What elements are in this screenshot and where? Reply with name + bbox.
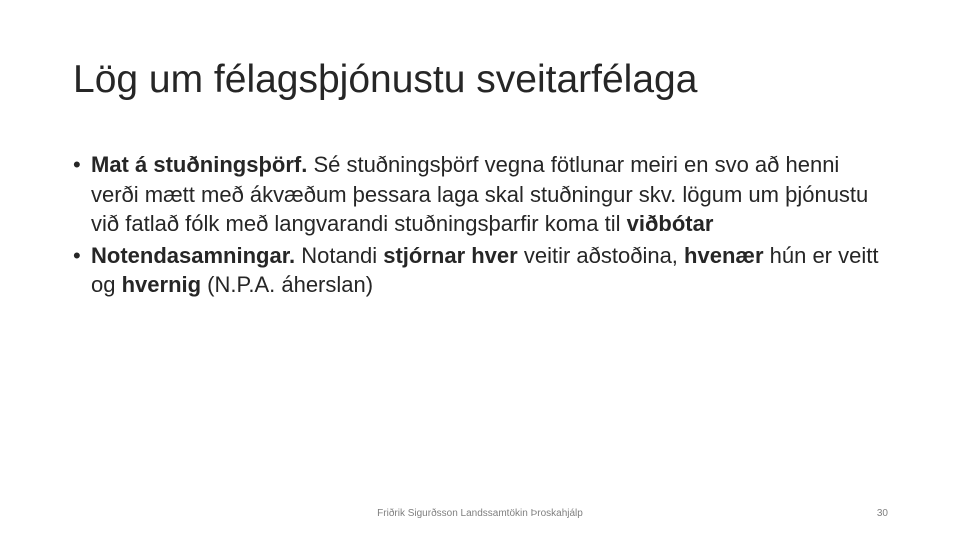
bullet-emphasis: hvenær <box>684 242 764 268</box>
bullet-text: veitir aðstoðina, <box>517 242 685 268</box>
bullet-text: Sé stuðningsþörf vegna fötlunar meiri en svo að henni verði mætt með ákvæðum þessara laga skal stuðningur skv. lögum um þjónustu við fatlað fólk með langvarandi stuðningsþarfir koma til <box>91 152 869 236</box>
page-number: 30 <box>876 508 888 519</box>
bullet-emphasis: viðbótar <box>626 211 714 236</box>
bullet-item-stuðningsþörf <box>73 150 893 239</box>
bullet-dot-icon: • <box>73 242 81 268</box>
slide-body <box>73 150 893 302</box>
bullet-dot-icon: • <box>73 152 81 177</box>
slide-title: Lög um félagsþjónustu sveitarfélaga <box>73 58 698 101</box>
bullet-emphasis: stjórnar hver <box>383 242 518 268</box>
bullet-item-notendasamningar <box>73 241 893 300</box>
bullet-text: Notandi <box>295 242 384 268</box>
bullet-text: (N.P.A. áherslan) <box>201 272 374 297</box>
slide-footer: Friðrik Sigurðsson Landssamtökin Þroskahjálp <box>377 508 583 519</box>
bullet-lead: Notendasamningar. <box>91 242 296 268</box>
bullet-lead: Mat á stuðningsþörf. <box>91 152 308 177</box>
bullet-emphasis: hvernig <box>121 272 202 297</box>
bullet-text: hún er veitt og <box>91 242 879 297</box>
